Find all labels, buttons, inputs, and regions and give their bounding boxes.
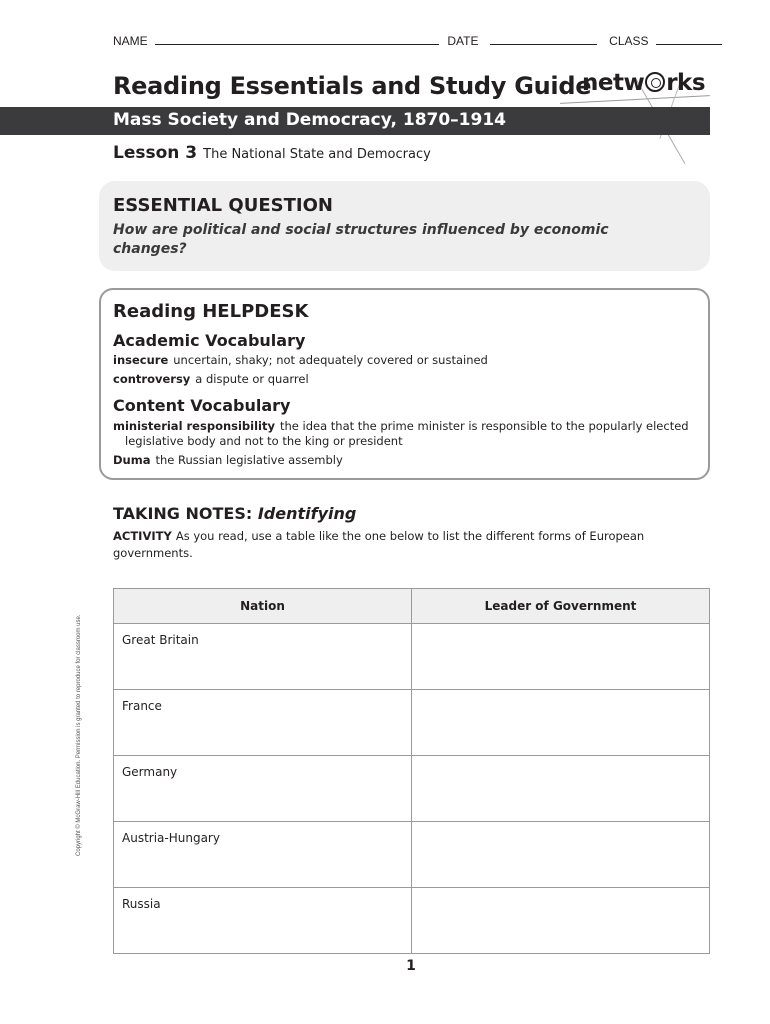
leader-cell[interactable]: [412, 888, 710, 954]
taking-notes-label: TAKING NOTES:: [113, 504, 253, 523]
name-label: NAME: [113, 34, 148, 48]
taking-notes-title: [113, 504, 356, 523]
helpdesk-title: Reading HELPDESK: [113, 301, 309, 322]
vocab-definition: the idea that the prime minister is responsible to the popularly elected: [280, 419, 689, 433]
header-fields: [113, 34, 722, 48]
activity-text: As you read, use a table like the one below to list the different forms of European governments.: [113, 529, 645, 560]
date-line[interactable]: [490, 34, 597, 45]
taking-notes-skill: Identifying: [257, 504, 357, 523]
lesson-subtitle: The National State and Democracy: [203, 147, 431, 162]
leader-cell[interactable]: [412, 822, 710, 888]
nation-cell: France: [114, 690, 412, 756]
table-row: [114, 756, 710, 822]
essential-question-text: How are political and social structures influenced by economic changes?: [113, 222, 609, 257]
leader-cell[interactable]: [412, 756, 710, 822]
nation-cell: Great Britain: [114, 624, 412, 690]
activity-label: ACTIVITY: [113, 529, 172, 543]
logo-text-end: rks: [666, 70, 706, 96]
vocab-item: [113, 372, 703, 387]
vocab-definition: a dispute or quarrel: [195, 372, 309, 386]
networks-logo: [582, 70, 705, 96]
logo-text-start: netw: [582, 70, 645, 96]
table-header-nation: Nation: [114, 589, 412, 624]
class-label: CLASS: [609, 34, 649, 48]
vocab-item: [113, 453, 703, 468]
leader-cell[interactable]: [412, 624, 710, 690]
table-row: [114, 690, 710, 756]
vocab-item: [113, 353, 703, 368]
vocab-term: insecure: [113, 353, 169, 367]
vocab-term: Duma: [113, 453, 151, 467]
unit-title: Mass Society and Democracy, 1870–1914: [113, 110, 507, 130]
vocab-definition: the Russian legislative assembly: [155, 453, 343, 467]
vocab-item: [113, 419, 703, 449]
content-vocabulary-title: Content Vocabulary: [113, 396, 291, 415]
logo-o-icon: [645, 72, 665, 92]
lesson-heading: [113, 143, 431, 163]
name-line[interactable]: [155, 34, 439, 45]
table-header-row: [114, 589, 710, 624]
nations-table: [113, 588, 710, 954]
essential-question-title: ESSENTIAL QUESTION: [113, 195, 333, 216]
table-header-leader: Leader of Government: [412, 589, 710, 624]
activity-instructions: [113, 528, 673, 562]
leader-cell[interactable]: [412, 690, 710, 756]
vocab-term: controversy: [113, 372, 191, 386]
nation-cell: Germany: [114, 756, 412, 822]
table-row: [114, 624, 710, 690]
nation-cell: Russia: [114, 888, 412, 954]
table-row: [114, 888, 710, 954]
guide-title: Reading Essentials and Study Guide: [113, 72, 592, 100]
date-label: DATE: [447, 34, 479, 48]
nation-cell: Austria-Hungary: [114, 822, 412, 888]
table-row: [114, 822, 710, 888]
copyright-notice: Copyright © McGraw-Hill Education. Permission is granted to reproduce for classroom use.: [76, 614, 82, 856]
academic-vocabulary-title: Academic Vocabulary: [113, 331, 306, 350]
vocab-term: ministerial responsibility: [113, 419, 275, 433]
lesson-label: Lesson 3: [113, 143, 198, 163]
vocab-definition: uncertain, shaky; not adequately covered or sustained: [173, 353, 488, 367]
class-line[interactable]: [656, 34, 722, 45]
page-number: 1: [406, 958, 416, 974]
vocab-definition-continued: legislative body and not to the king or president: [125, 434, 403, 448]
